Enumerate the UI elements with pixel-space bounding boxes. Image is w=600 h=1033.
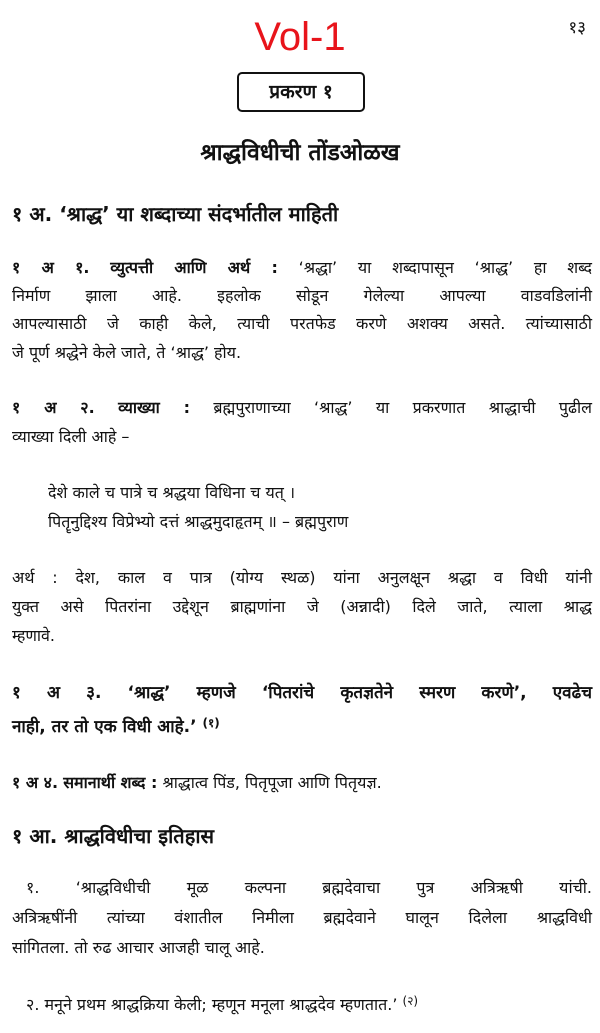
chapter-box: प्रकरण १ [237, 72, 365, 112]
para-number: १ अ २. [12, 398, 95, 417]
meaning-line: अर्थ : देश, काल व पात्र (योग्य स्थळ) यांना अनुलक्षून श्रद्धा व विधी यांनी [12, 568, 592, 587]
para-subhead: व्युत्पत्ती आणि अर्थ : [110, 258, 278, 277]
text-line: १. ‘श्राद्धविधीची मूळ कल्पना ब्रह्मदेवाचा पुत्र अत्रिऋषी यांची. [26, 878, 592, 897]
text-line [12, 396, 592, 420]
text-line: १ अ ३. ‘श्राद्ध’ म्हणजे ‘पितरांचे कृतज्ञतेने स्मरण करणे’, एवढेच [12, 683, 592, 703]
page-number: १३ [568, 18, 586, 38]
verse-line: देशे काले च पात्रे च श्रद्धया विधिना च यत् । [48, 483, 296, 502]
text-line: जे पूर्ण श्रद्धेने केले जाते, ते ‘श्राद्ध’ होय. [12, 343, 242, 362]
para-number: १ अ १. [12, 258, 90, 277]
para-subhead: समानार्थी शब्द : [63, 773, 158, 792]
text-line [12, 771, 592, 795]
text-line: निर्माण झाला आहे. इहलोक सोडून गेलेल्या आपल्या वाडवडिलांनी [12, 286, 592, 305]
text-line [12, 256, 592, 280]
para-text: नाही, तर तो एक विधी आहे.’ [12, 717, 197, 737]
meaning-line: युक्त असे पितरांना उद्देशून ब्राह्मणांना जे (अन्नादी) दिले जाते, त्याला श्राद्ध [12, 597, 592, 616]
para-subhead: व्याख्या : [118, 398, 191, 417]
para-text: ‘श्रद्धा’ या शब्दापासून ‘श्राद्ध’ हा शब्द [298, 258, 592, 277]
volume-label: Vol-1 [254, 15, 346, 59]
para-text: ब्रह्मपुराणाच्या ‘श्राद्ध’ या प्रकरणात श्राद्धाची पुढील [213, 398, 592, 417]
text-line [12, 711, 592, 739]
para-text: २. मनूने प्रथम श्राद्धक्रिया केली; म्हणून मनूला श्राद्धदेव म्हणतात.’ [26, 995, 398, 1014]
section-heading-1a: १ अ. ‘श्राद्ध’ या शब्दाच्या संदर्भातील माहिती [12, 202, 339, 226]
meaning-line: म्हणावे. [12, 626, 56, 645]
text-line: व्याख्या दिली आहे – [12, 427, 130, 446]
para-text: श्राद्धात्व पिंड, पितृपूजा आणि पितृयज्ञ. [162, 773, 382, 792]
text-line: आपल्यासाठी जे काही केले, त्याची परतफेड करणे अशक्य असते. त्यांच्यासाठी [12, 314, 592, 333]
page-title: श्राद्धविधीची तोंडओळख [200, 140, 400, 166]
text-line [26, 989, 592, 1017]
para-number: १ अ ४. [12, 773, 59, 792]
text-line: सांगितला. तो रुढ आचार आजही चालू आहे. [12, 938, 265, 957]
text-line: अत्रिऋषींनी त्यांच्या वंशातील निमीला ब्रह्मदेवाने घालून दिलेला श्राद्धविधी [12, 908, 592, 927]
verse-line: पितॄनुद्दिश्य विप्रेभ्यो दत्तं श्राद्धमुदाहृतम् ॥ – ब्रह्मपुराण [48, 512, 349, 531]
section-heading-1aa: १ आ. श्राद्धविधीचा इतिहास [12, 824, 215, 848]
footnote-ref: (१) [202, 716, 220, 730]
footnote-ref: (२) [402, 994, 419, 1008]
